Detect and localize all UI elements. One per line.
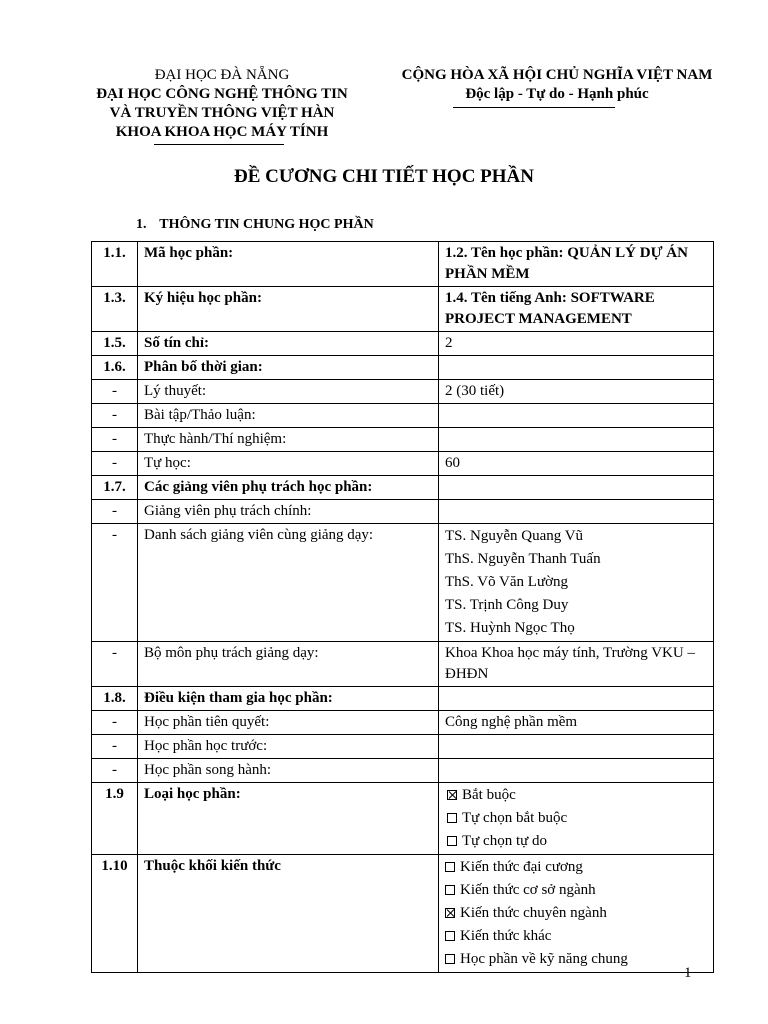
country-name: CỘNG HÒA XÃ HỘI CHỦ NGHĨA VIỆT NAM: [401, 67, 713, 83]
row-label: Điều kiện tham gia học phần:: [138, 687, 439, 711]
checkbox-icon[interactable]: [447, 813, 457, 823]
row-label: Phân bố thời gian:: [138, 356, 439, 380]
table-row: [92, 759, 714, 783]
table-row: [92, 404, 714, 428]
table-row: [92, 332, 714, 356]
option-soft-skills[interactable]: [445, 948, 707, 971]
option-specialized[interactable]: [445, 902, 707, 925]
row-label: Loại học phần:: [138, 783, 439, 855]
section-title: THÔNG TIN CHUNG HỌC PHẦN: [159, 217, 374, 232]
row-number: -: [92, 404, 138, 428]
row-number: -: [92, 452, 138, 476]
table-row: [92, 687, 714, 711]
table-row: [92, 428, 714, 452]
option-other[interactable]: [445, 925, 707, 948]
row-label: Lý thuyết:: [138, 380, 439, 404]
page-number: 1: [684, 965, 692, 981]
row-label: Số tín chỉ:: [138, 332, 439, 356]
option-elective-free[interactable]: [447, 830, 707, 853]
row-label: Thực hành/Thí nghiệm:: [138, 428, 439, 452]
checkbox-icon[interactable]: [445, 954, 455, 964]
row-value: 2 (30 tiết): [439, 380, 714, 404]
checkbox-icon[interactable]: [445, 908, 455, 918]
table-row: [92, 380, 714, 404]
table-row: [92, 452, 714, 476]
row-number: -: [92, 759, 138, 783]
row-value: 1.4. Tên tiếng Anh: SOFTWARE PROJECT MANAGEMENT: [439, 287, 714, 332]
checkbox-icon[interactable]: [445, 885, 455, 895]
course-type-options: [439, 783, 714, 855]
option-label: Tự chọn tự do: [462, 833, 547, 849]
lecturer-item: ThS. Võ Văn Lường: [445, 574, 569, 590]
row-label: Tự học:: [138, 452, 439, 476]
table-row: [92, 855, 714, 973]
row-label: Học phần học trước:: [138, 735, 439, 759]
course-info-table: [91, 241, 714, 973]
row-label: Các giảng viên phụ trách học phần:: [138, 476, 439, 500]
table-row: [92, 735, 714, 759]
school-name-line2: VÀ TRUYỀN THÔNG VIỆT HÀN: [109, 105, 335, 121]
table-row: [92, 242, 714, 287]
row-value: [439, 476, 714, 500]
table-row: [92, 711, 714, 735]
row-number: -: [92, 524, 138, 642]
row-label: Học phần tiên quyết:: [138, 711, 439, 735]
row-value: Khoa Khoa học máy tính, Trường VKU – ĐHĐN: [439, 642, 714, 687]
row-value: [439, 356, 714, 380]
row-value: [439, 428, 714, 452]
option-mandatory[interactable]: [447, 784, 707, 807]
row-label: Bài tập/Thảo luận:: [138, 404, 439, 428]
row-number: -: [92, 428, 138, 452]
row-label: Danh sách giảng viên cùng giảng dạy:: [138, 524, 439, 642]
row-value: [439, 500, 714, 524]
row-number: 1.8.: [92, 687, 138, 711]
option-label: Bắt buộc: [462, 787, 516, 803]
row-label: Học phần song hành:: [138, 759, 439, 783]
header-left: [60, 66, 384, 142]
option-label: Học phần về kỹ năng chung: [460, 951, 628, 967]
table-row: [92, 500, 714, 524]
option-label: Kiến thức đại cương: [460, 859, 583, 875]
row-number: 1.1.: [92, 242, 138, 287]
row-number: 1.3.: [92, 287, 138, 332]
table-row: [92, 524, 714, 642]
row-label: Giảng viên phụ trách chính:: [138, 500, 439, 524]
table-row: [92, 783, 714, 855]
option-label: Kiến thức cơ sở ngành: [460, 882, 596, 898]
option-foundation[interactable]: [445, 879, 707, 902]
row-number: 1.7.: [92, 476, 138, 500]
section-number: 1.: [136, 217, 147, 232]
option-label: Kiến thức chuyên ngành: [460, 905, 607, 921]
row-value: [439, 687, 714, 711]
row-label: Thuộc khối kiến thức: [138, 855, 439, 973]
row-label: Bộ môn phụ trách giảng dạy:: [138, 642, 439, 687]
row-value: [439, 735, 714, 759]
row-label: Mã học phần:: [138, 242, 439, 287]
option-general[interactable]: [445, 856, 707, 879]
row-value: [439, 404, 714, 428]
row-number: -: [92, 500, 138, 524]
lecturer-item: TS. Huỳnh Ngọc Thọ: [445, 620, 575, 636]
table-row: [92, 476, 714, 500]
document-title: ĐỀ CƯƠNG CHI TIẾT HỌC PHẦN: [234, 166, 534, 187]
lecturer-list: [439, 524, 714, 642]
row-number: -: [92, 642, 138, 687]
country-motto: Độc lập - Tự do - Hạnh phúc: [465, 86, 649, 102]
checkbox-icon[interactable]: [445, 931, 455, 941]
row-value: 60: [439, 452, 714, 476]
row-number: 1.5.: [92, 332, 138, 356]
row-number: 1.10: [92, 855, 138, 973]
checkbox-icon[interactable]: [447, 790, 457, 800]
row-value: Công nghệ phần mềm: [439, 711, 714, 735]
row-number: 1.9: [92, 783, 138, 855]
row-number: -: [92, 711, 138, 735]
row-number: -: [92, 380, 138, 404]
header-right: [372, 66, 742, 104]
row-value: [439, 759, 714, 783]
table-row: [92, 356, 714, 380]
school-name-line1: ĐẠI HỌC CÔNG NGHỆ THÔNG TIN: [96, 86, 348, 102]
option-label: Tự chọn bắt buộc: [462, 810, 568, 826]
header-right-underline: [453, 107, 615, 108]
section-heading: [136, 217, 374, 233]
row-value: 2: [439, 332, 714, 356]
checkbox-icon[interactable]: [445, 862, 455, 872]
option-label: Kiến thức khác: [460, 928, 552, 944]
header-left-underline: [154, 144, 284, 145]
row-value: 1.2. Tên học phần: QUẢN LÝ DỰ ÁN PHẦN MỀM: [439, 242, 714, 287]
lecturer-item: TS. Nguyễn Quang Vũ: [445, 528, 584, 544]
university-name: ĐẠI HỌC ĐÀ NẴNG: [154, 67, 290, 83]
lecturer-item: TS. Trịnh Công Duy: [445, 597, 569, 613]
row-number: 1.6.: [92, 356, 138, 380]
table-row: [92, 642, 714, 687]
row-number: -: [92, 735, 138, 759]
option-elective-required[interactable]: [447, 807, 707, 830]
row-label: Ký hiệu học phần:: [138, 287, 439, 332]
faculty-name: KHOA KHOA HỌC MÁY TÍNH: [115, 124, 329, 140]
checkbox-icon[interactable]: [447, 836, 457, 846]
table-row: [92, 287, 714, 332]
knowledge-block-options: [439, 855, 714, 973]
lecturer-item: ThS. Nguyễn Thanh Tuấn: [445, 551, 601, 567]
